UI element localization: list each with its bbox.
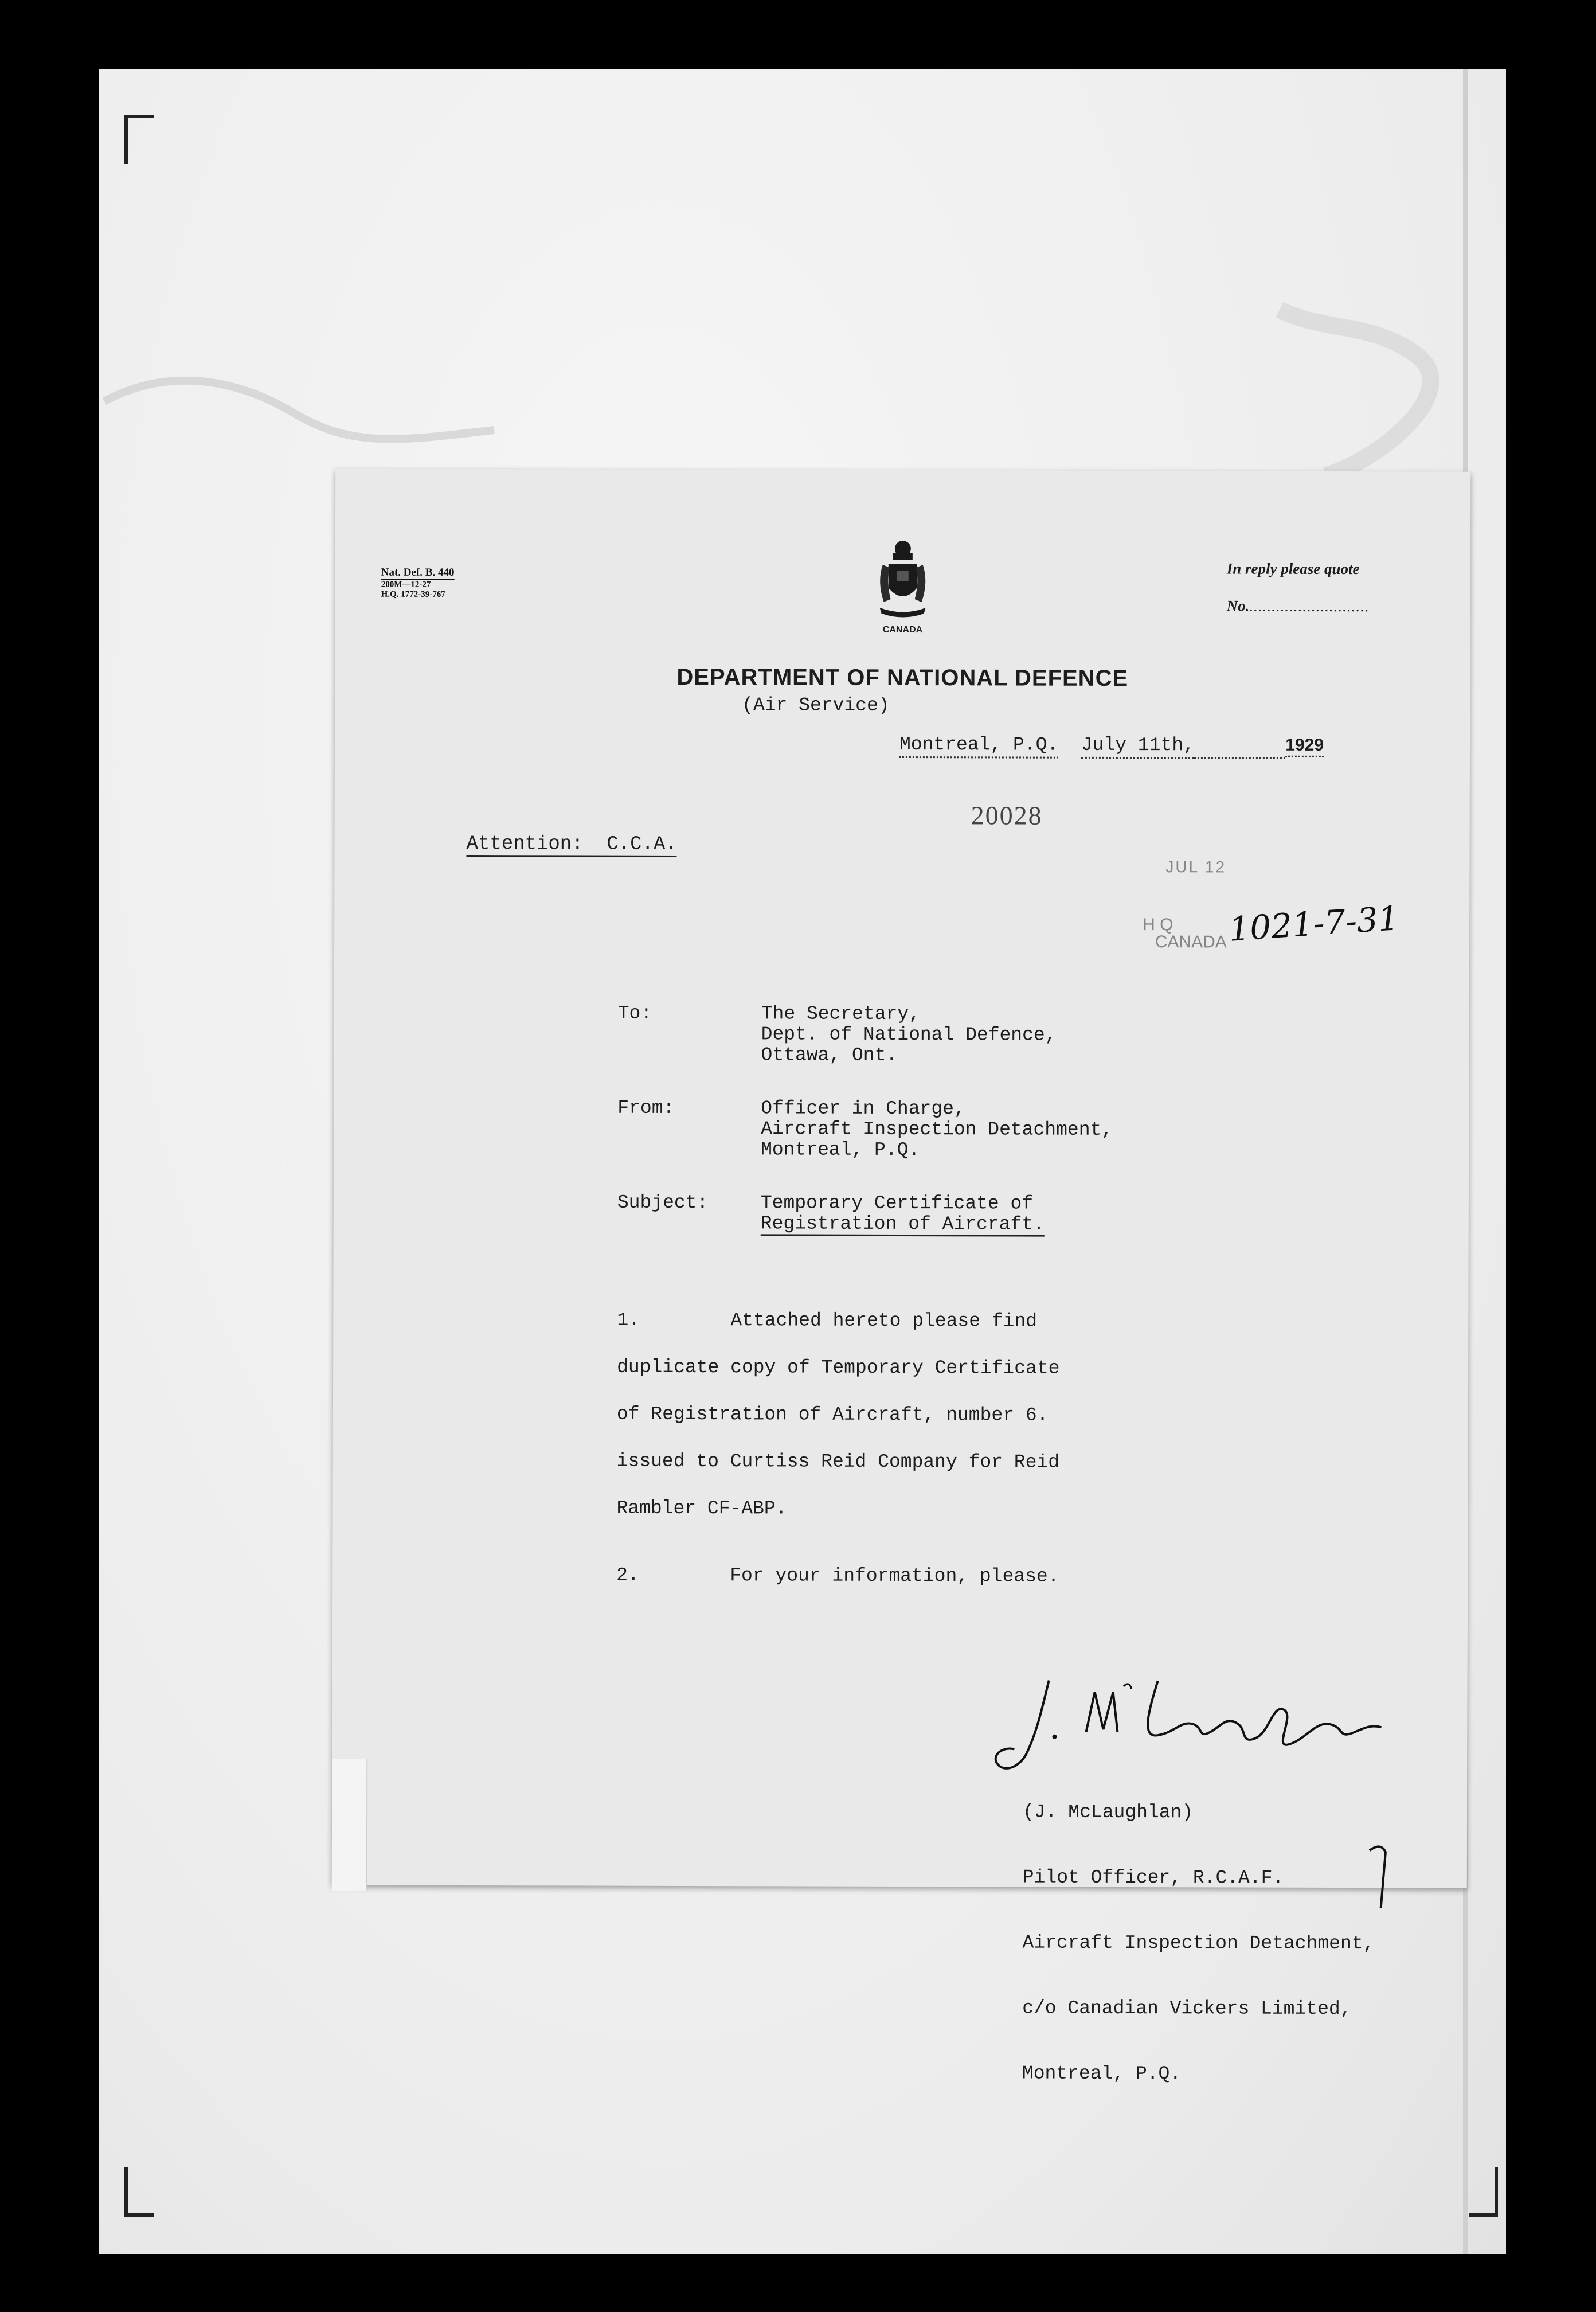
body-line: 1. Attached hereto please find: [617, 1309, 1038, 1332]
reply-prompt: In reply please quote: [1226, 560, 1360, 578]
date-year: 1929: [1285, 736, 1324, 757]
received-stamp-hq-text: H Q: [1143, 915, 1173, 935]
stamp-number: 20028: [971, 800, 1043, 830]
paper-scuff: [99, 298, 500, 447]
date-place: Montreal, P.Q.: [899, 734, 1058, 759]
body-line: issued to Curtiss Reid Company for Reid: [616, 1450, 1060, 1473]
handwritten-mark: [1364, 1842, 1392, 1911]
form-code-line: Nat. Def. B. 440: [381, 567, 455, 580]
crop-mark-top-left: [124, 115, 154, 164]
subject-line-underlined: Registration of Aircraft.: [761, 1213, 1045, 1236]
crop-mark-bottom-right: [1469, 2168, 1498, 2217]
from-line: Officer in Charge,: [761, 1098, 965, 1120]
subject-line: [761, 1213, 1045, 1235]
signature-line: (J. McLaughlan): [1023, 1801, 1194, 1823]
body-line: Rambler CF-ABP.: [616, 1497, 787, 1520]
signature-block: [1022, 1758, 1375, 2130]
to-line: Ottawa, Ont.: [761, 1044, 898, 1066]
subject-line: Temporary Certificate of: [760, 1192, 1034, 1214]
signature-line: Montreal, P.Q.: [1022, 2063, 1182, 2085]
body-line: of Registration of Aircraft, number 6.: [616, 1403, 1049, 1426]
paper-scuff: [1257, 287, 1446, 493]
department-heading: DEPARTMENT OF NATIONAL DEFENCE: [676, 664, 1129, 692]
from-label: From:: [617, 1097, 675, 1119]
microfilm-sheet: [99, 69, 1506, 2254]
date-line: [899, 734, 1324, 756]
paper-fold: [332, 1759, 368, 1891]
handwritten-file-number: 1021-7-31: [1227, 898, 1401, 949]
signature-line: c/o Canadian Vickers Limited,: [1022, 1997, 1352, 2020]
attention-text: Attention: C.C.A.: [466, 833, 676, 857]
reply-number-dots: ...........................: [1249, 597, 1370, 615]
reply-number-label: No.: [1226, 597, 1250, 615]
letter-page: [332, 468, 1470, 2085]
reply-number-field: [1227, 597, 1370, 615]
branch-heading: (Air Service): [742, 694, 890, 716]
crest-label: CANADA: [882, 624, 923, 635]
from-line: Aircraft Inspection Detachment,: [761, 1118, 1113, 1141]
crop-mark-bottom-left: [124, 2168, 154, 2217]
from-line: Montreal, P.Q.: [761, 1139, 920, 1161]
attention-line: [466, 833, 676, 856]
form-code-line: H.Q. 1772-39-767: [381, 589, 445, 599]
subject-label: Subject:: [617, 1192, 709, 1214]
body-line: 2. For your information, please.: [616, 1564, 1059, 1587]
canada-crest-icon: [871, 536, 934, 622]
body-line: duplicate copy of Temporary Certificate: [617, 1356, 1060, 1379]
to-line: The Secretary,: [761, 1003, 921, 1025]
signature-line: Aircraft Inspection Detachment,: [1022, 1932, 1375, 1955]
received-stamp-country: CANADA: [1155, 932, 1227, 952]
date-value: July 11th,: [1081, 735, 1195, 759]
signature-line: Pilot Officer, R.C.A.F.: [1022, 1866, 1284, 1889]
to-line: Dept. of National Defence,: [761, 1024, 1057, 1046]
form-code: [381, 567, 455, 600]
received-stamp-date: JUL 12: [1165, 858, 1227, 876]
form-code-line: 200M—12-27: [381, 580, 431, 589]
to-label: To:: [617, 1002, 652, 1024]
